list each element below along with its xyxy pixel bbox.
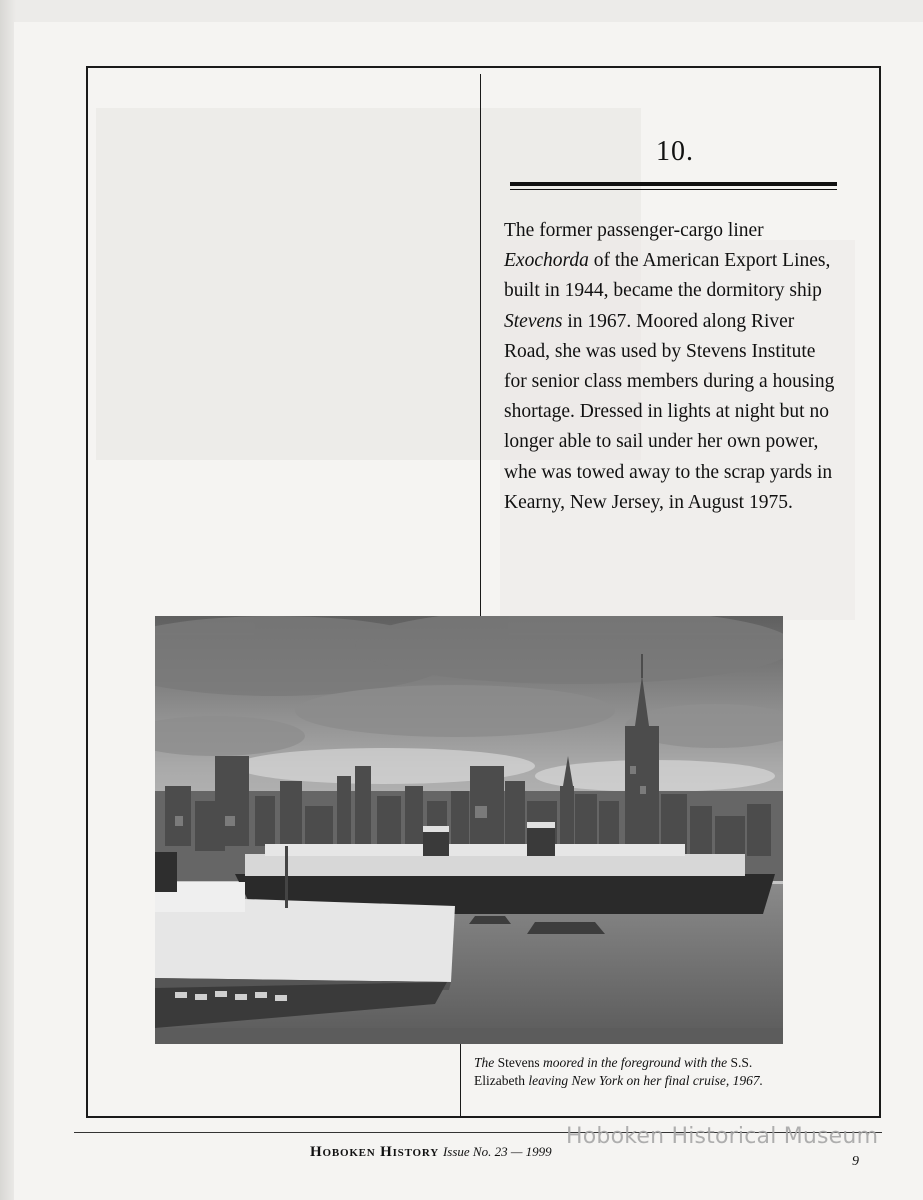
photo-caption	[474, 1054, 774, 1090]
body-segment: The former passenger-cargo liner	[504, 220, 764, 241]
heading-rule-thin	[510, 189, 837, 190]
body-segment: of the American Export Lines, built in 1944, became the dormitory ship	[504, 250, 831, 302]
ship-name-exochorda: Exochorda	[504, 250, 589, 272]
column-divider	[480, 74, 481, 620]
caption-segment: The	[474, 1055, 498, 1070]
harbor-photo	[155, 616, 783, 1044]
body-paragraph	[504, 216, 838, 518]
ship-name-stevens: Stevens	[504, 310, 563, 332]
body-segment: in 1967. Moored along River Road, she was used by Stevens Institute for senior class members during a housing shortage. Dressed in lights at night but no longer able to sail under her own power, whe was towed away to the scrap yards in Kearny, New Jersey, in August 1975.	[504, 310, 835, 513]
section-number: 10.	[656, 136, 694, 167]
caption-ship-elizabeth: S.S. Elizabeth	[474, 1055, 753, 1088]
caption-ship-stevens: Stevens	[497, 1055, 540, 1070]
publication-title: Hoboken History	[310, 1144, 439, 1160]
caption-segment: leaving New York on her final cruise, 1967.	[524, 1073, 763, 1088]
photo-illustration	[155, 616, 783, 1044]
issue-number: Issue No. 23 — 1999	[442, 1144, 552, 1159]
page-number: 9	[852, 1154, 859, 1169]
heading-rule	[510, 182, 837, 186]
museum-watermark: Hoboken Historical Museum	[566, 1124, 879, 1149]
caption-segment: moored in the foreground with the	[539, 1055, 731, 1070]
footer	[310, 1144, 552, 1161]
